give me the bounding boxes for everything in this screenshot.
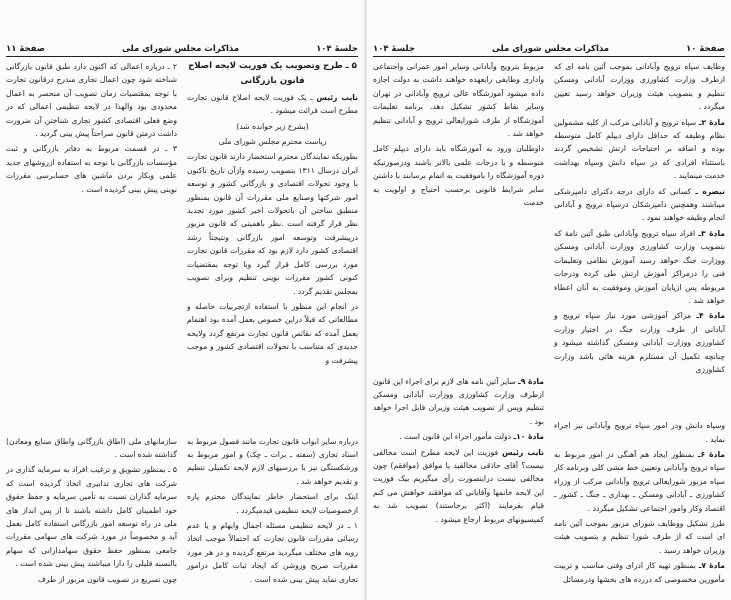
- publication-title: مذاکرات مجلس شورای ملی: [121, 44, 240, 54]
- column-right: [187, 60, 358, 588]
- paragraph: اینک برای استحضار خاطر نمایندگان محترم پاره ازخصوصیات لایحه تنظیمی قیدمیگردد .: [187, 492, 358, 515]
- paragraph: در انجام این منظور با استفاده ازتجربیات حاصله و مطالعاتی که قبلاً دراین خصوص بعمل آمده بود اهتمام بعمل آمده که نقائص قانون تجارت مرتفع گردد ولایحه جدیدی که متناسب با تحولات اقتصادی کشور و موجب پیشرفت و: [187, 301, 358, 365]
- paragraph-text: ـ یک فوریت لایحه اصلاح قانون تجارت مطرح است قرائت میشود .: [187, 92, 358, 116]
- article-label: مادهٔ ۷ـ: [698, 561, 725, 571]
- section-subheading: قانون بازرگانی: [240, 76, 305, 87]
- publication-title: مذاکرات مجلس شورای ملی: [491, 44, 610, 54]
- speaker-name: نایب رئیس: [502, 447, 544, 457]
- article-label: مادهٔ ۶ـ: [697, 449, 726, 459]
- article: [554, 448, 725, 515]
- article: [554, 559, 725, 586]
- paragraph: ریاست محترم مجلس شورای ملی: [218, 137, 327, 147]
- column-left: [373, 60, 544, 588]
- paragraph: ۵ ـ بمنظور تشویق و ترغیب افراد به سرمایه گذاری در شرکت های تجاری تدابیری اتخاذ گردیده است که سرمایه گذاران نسبت به تأمین سرمایه و حفظ حقوق خود اطمینان کامل داشته باشند تا از پس انداز های ملی در راه توسعه امور بازرگانی استفاده کامل بعمل آید و مخصوصاً در مورد شرکت های سهامی مقررات جامعی بمنظور حفظ حقوق سهامدارانی که سهام بالنسبه قلیلی را دارا میباشند پیش بینی شده است .: [6, 465, 177, 569]
- column-right: [554, 60, 725, 588]
- article: [373, 375, 544, 429]
- paragraph: بطوریکه نمایندگان محترم استحضار دارند قانون تجارت ایران درسال ۱۳۱۱ بتصویب رسیده وازآن تاریخ تاکنون با وجود تحولات اقتصادی و بازرگانی کشور و توسعه امور شرکتها وصنایع ملی مقررات آن قانون بمنظور منطبق ساختن آن باتحولات اخیر کشور مورد تجدید نظر قرار گرفته است .نظر باهمیتی که قانون مزبور درپیشرفت وتوسعه امور بازرگانی ونتیجتاً رشد اقتصادی کشور دارد لازم بود که مقررات قانون تجارت مورد بررسی کامل قرار گیرد وبا توجه بمقتضیات کنونی کشور مقررات نوینی تنظیم وبرای تصویب بمجلس تقدیم گردد .: [187, 152, 358, 296]
- paragraph: طرز تشکیل ووظایف شورای مزبور بموجب آئین نامه ای است که از طرف شورا تنظیم و بتصویب هیئت وزیران خواهد رسید .: [554, 518, 725, 555]
- article-text: دولت مأمور اجراء این قانون است .: [399, 432, 512, 442]
- paragraph: وظایف سپاه ترویج وآبادانی بموجب آئین نامه ای که ازطرف وزارت کشاورزی ووزارت آبادانی ومسکن تنظیم و بتصویب هیئت وزیران خواهد رسید تعیین میگردد .: [554, 62, 725, 112]
- section-heading: ۵ ـ طرح وتصویب یک فوریت لایحه اصلاح: [188, 61, 357, 71]
- column-bottom: [6, 435, 177, 588]
- paragraph: ۲ ـ درباره اعمالی که اکنون دارد طبق قانون بازرگانی شناخته شود چون اعمال تجاری مندرج درقانون تجارت با توجه بمقتضیات زمان تصویب آن منحصر به اعمال محدودی بود والهذا در لایحه تنظیمی اعمالی که در وضع فعلی اقتصادی کشور تجاری شناختن آن ضرورت داشت درمتن قانون صراحتاً پیش بینی گردید .: [6, 62, 177, 139]
- article-text: بمنظور تهیه کار ادرای وفنی مناسب و تربیت مأمورین مخصوصی که دررده های بخشها ودرمسائل: [554, 561, 725, 584]
- article: [554, 116, 725, 183]
- paragraph: [187, 91, 358, 118]
- article: [554, 309, 725, 376]
- note: [554, 185, 725, 225]
- paragraph-text: فوریت این لایحه مطرح است مخالفی نیست؟ آقای حاذقی مخالفید یا موافق (موافقم) چون مخالفی نیست دراینصورت رأی میگیریم بیک فوریت این لایحه خانمها وآقایانی که موافقند خواهش می کنم قیام بفرمایند (اکثر برخاستند) تصویب شد به کمیسیونهای مربوط ارجاع میشود .: [373, 447, 544, 524]
- note-text: کسانی که دارای درجه دکترای دامپزشکی میباشند وهمچنین دامپزشکان درسپاه ترویج و آبادانی انجام وظیفه خواهند نمود .: [554, 186, 725, 223]
- page-number: صفحهٔ ۱۰: [686, 44, 725, 54]
- paragraph: ۳ ـ در قسمت مربوط به دفاتر بازرگانی و ثبت مؤسسات بازرگانی با توجه به استفاده ازروشهای جدید علمی وبکار بردن ماشین های حسابرسی مقررات نوینی پیش بینی گردیده است .: [6, 144, 177, 194]
- page-header: [6, 40, 358, 57]
- text-columns: [373, 60, 725, 588]
- paragraph: داوطلبان ورود به آموزشگاه باید دارای دیپلم کامل متوسطه و یا درجات علمی بالاتر باشند ودرصورتیکه دوره آموزشگاه را باموفقیت به اتمام برسانند با داشتن سایر شرایط قانونی برحسب احتیاج و اولویت به خدمت: [373, 144, 544, 208]
- paragraph: وسپاه دانش ودر امور سپاه ترویج وآبادانی نیز اجراء نماید .: [554, 421, 725, 444]
- note-label: تبصره ـ: [695, 186, 725, 196]
- right-page: [367, 0, 731, 600]
- column-bottom: [554, 419, 725, 588]
- article: [554, 227, 725, 307]
- article-label: مادهٔ ۲ـ: [698, 117, 726, 127]
- article-text: سایر آئین نامه های لازم برای اجراء این قانون ازطرف وزارت کشاورزی ووزارت آبادانی ومسکن تنظیم وپس از تصویب هیئت وزیران قابل اجرا خواهد بود .: [373, 376, 544, 426]
- text-columns: [6, 60, 358, 588]
- article-label: مادهٔ ۹ـ: [518, 376, 544, 386]
- article-text: افراد سپاه ترویج وآبادانی طبق آئین نامهٔ که بتصویب وزارت کشاورزی ووزارت آبادانی ومسکن ووزارت جنگ خواهد رسید آموزش نظامی وتعلیمات فنی را درمراکز آموزش ارتش طی کرده ودرجات مربوطه پس ازپایان آموزش وموفقیت به آنان اعطاء خواهد شد .: [554, 228, 725, 305]
- paragraph: سازمانهای ملی (اطاق بازرگانی واطاق صنایع ومعادن) گذاشته شده است .: [6, 436, 177, 459]
- column-bottom: [187, 435, 358, 588]
- paragraph: [373, 446, 544, 526]
- article-label: مادهٔ ۱۰ـ: [513, 432, 544, 442]
- page-header: [373, 40, 725, 57]
- paragraph: ۱ ـ در لایحه تنظیمی مسئله اجمال وابهام و یا عدم رسائی مقررات قانون تجارت که احتمالاً موجب اتخاذ رویه های مختلف میگردید مرتفع گردیده و در هر مورد مقررات صریح وروشن که ایجاد ثبات کامل درامور تجاری نماید پیش بینی شده است .: [187, 520, 358, 584]
- paragraph: چون تسریع در تصویب قانون مزبور از طرف: [38, 574, 177, 584]
- article-text: مراکز آموزشی مورد نیاز سپاه ترویج و آبادانی از طرف وزارت جنگ در اختیار وزارت کشاورزی ووزارت آبادانی ومسکن گذاشته میشود و چنانچه تکمیل آن مستلزم هزینه هائی باشد وزارت کشاورزی: [554, 311, 725, 374]
- left-page: [0, 0, 364, 600]
- article-text: بمنظور ایجاد هم آهنگی در امور مربوط به سپاه ترویج وآبادانی وتعیین خط مشی کلی وبرنامه کار سپاه مزبور شورایعالی ترویج وآبادانی مرکب از وزراء کشاورزی ـ آبادانی ومسکن ـ بهداری ـ جنگ ـ کشور ـ اقتصاد وکار وامور اجتماعی تشکیل میگردد .: [554, 449, 725, 513]
- page-number: صفحهٔ ۱۱: [6, 44, 45, 54]
- article: [373, 430, 544, 443]
- column-left: [6, 60, 177, 588]
- article-label: مادهٔ ۳ـ: [698, 228, 726, 238]
- article-text: سپاه ترویج و آبادانی مرکب از کلیه مشمولین نظام وظیفه که حداقل دارای دیپلم کامل متوسطه بوده و اضافه بر احتیاجات ارتش تشخیص گردند باستثناء افرادی که در سپاه دانش وسپاه بهداشت خدمت مینمایند .: [554, 117, 725, 181]
- column-bottom: [373, 375, 544, 528]
- paragraph: (بشرح زیر خوانده شد): [236, 121, 309, 131]
- speaker-name: نایب رئیس: [316, 92, 358, 102]
- article-label: مادهٔ ۴ـ: [696, 311, 726, 321]
- session-number: جلسهٔ ۱۰۴: [373, 44, 415, 54]
- session-number: جلسهٔ ۱۰۴: [316, 44, 358, 54]
- paragraph: درباره سایر ابواب قانون تجارت مانند فصول مربوط به اسناد تجاری (سفته ـ برات ـ چک) و امور مربوط به ورشکستگی نیز با بررسیهای لازم لایحه تکمیلی تنظیم و تقدیم خواهد شد .: [187, 436, 358, 486]
- paragraph: مربوط بترویج وآبادانی وسایر امور عمرانی واجتماعی واداری وظایفی رابعهده خواهند داشت به دولت اجازه داده میشود آموزشگاه عالی ترویج وآبادانی در تهران وسایر نقاط کشور تشکیل دهد. برنامه تعلیمات آموزشگاه از طرف شورایعالی ترویج و آبادانی تنظیم خواهد شد .: [373, 62, 544, 139]
